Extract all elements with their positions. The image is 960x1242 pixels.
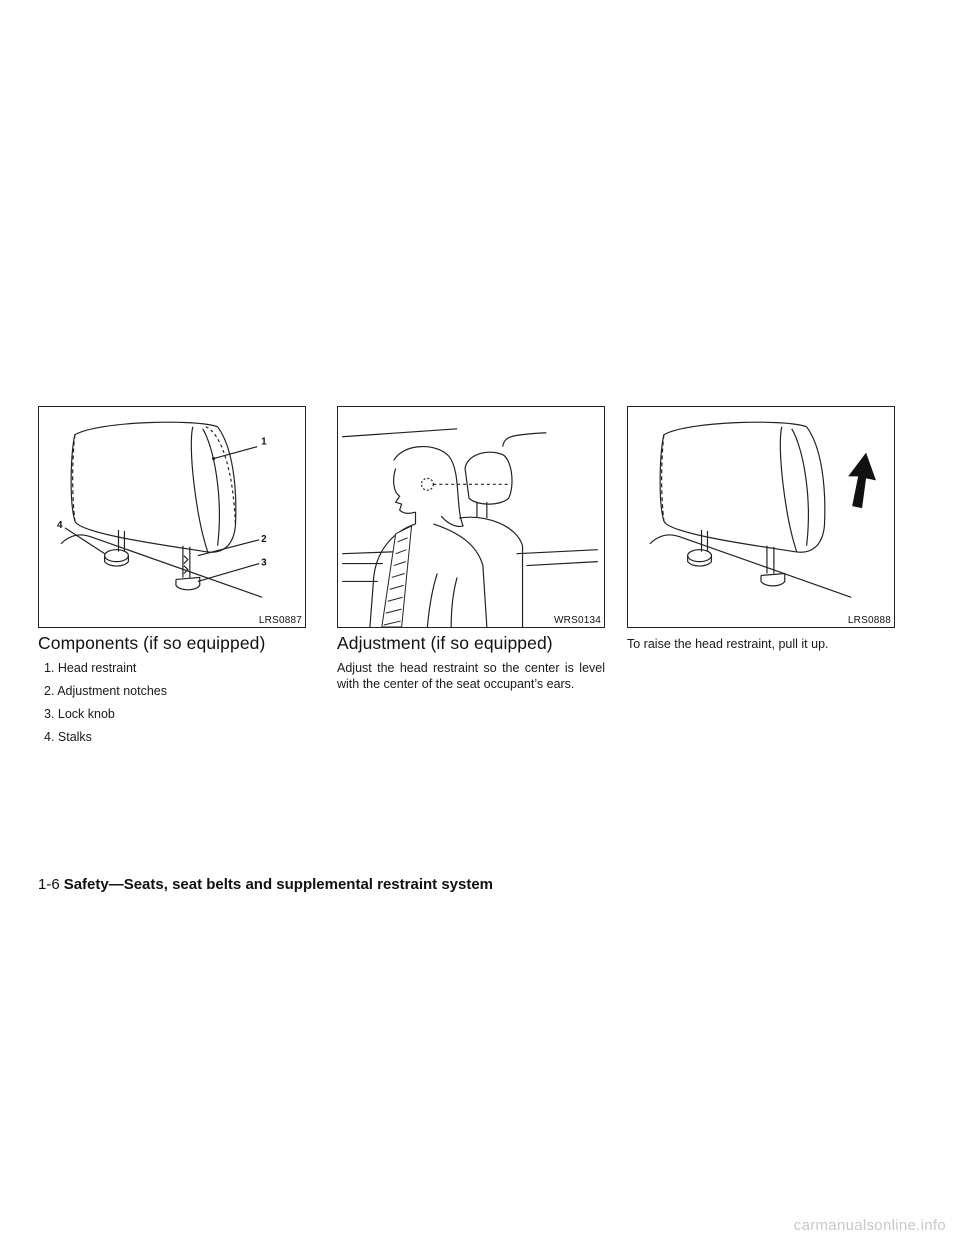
figure-code: WRS0134 <box>554 615 601 626</box>
head-restraint-raise-illustration <box>628 407 894 627</box>
callout-4: 4 <box>57 519 63 531</box>
figure-code: LRS0887 <box>258 615 302 626</box>
up-arrow-icon <box>848 453 876 508</box>
list-item: 1. Head restraint <box>44 661 137 675</box>
watermark: carmanualsonline.info <box>793 1217 946 1234</box>
figure-raise <box>627 406 895 628</box>
page-footer <box>38 876 493 893</box>
figure-components <box>38 406 306 628</box>
callout-1: 1 <box>261 436 267 448</box>
list-item: 3. Lock knob <box>44 707 115 721</box>
occupant-head-restraint-illustration <box>338 407 604 627</box>
list-item: 4. Stalks <box>44 730 92 744</box>
callout-3: 3 <box>261 557 267 569</box>
raise-body: To raise the head restraint, pull it up. <box>627 637 829 651</box>
section-title: Safety—Seats, seat belts and supplemental restraint system <box>63 876 494 893</box>
callout-2: 2 <box>261 533 267 545</box>
page-number: 1-6 <box>38 876 60 893</box>
adjustment-body: Adjust the head restraint so the center is level with the center of the seat occupant’s ears. <box>337 661 605 691</box>
components-list <box>38 660 167 752</box>
adjustment-heading: Adjustment (if so equipped) <box>337 633 553 653</box>
components-heading: Components (if so equipped) <box>38 633 266 653</box>
figure-adjustment <box>337 406 605 628</box>
list-item: 2. Adjustment notches <box>44 684 167 698</box>
figure-code: LRS0888 <box>847 615 891 626</box>
head-restraint-components-illustration <box>39 407 305 627</box>
